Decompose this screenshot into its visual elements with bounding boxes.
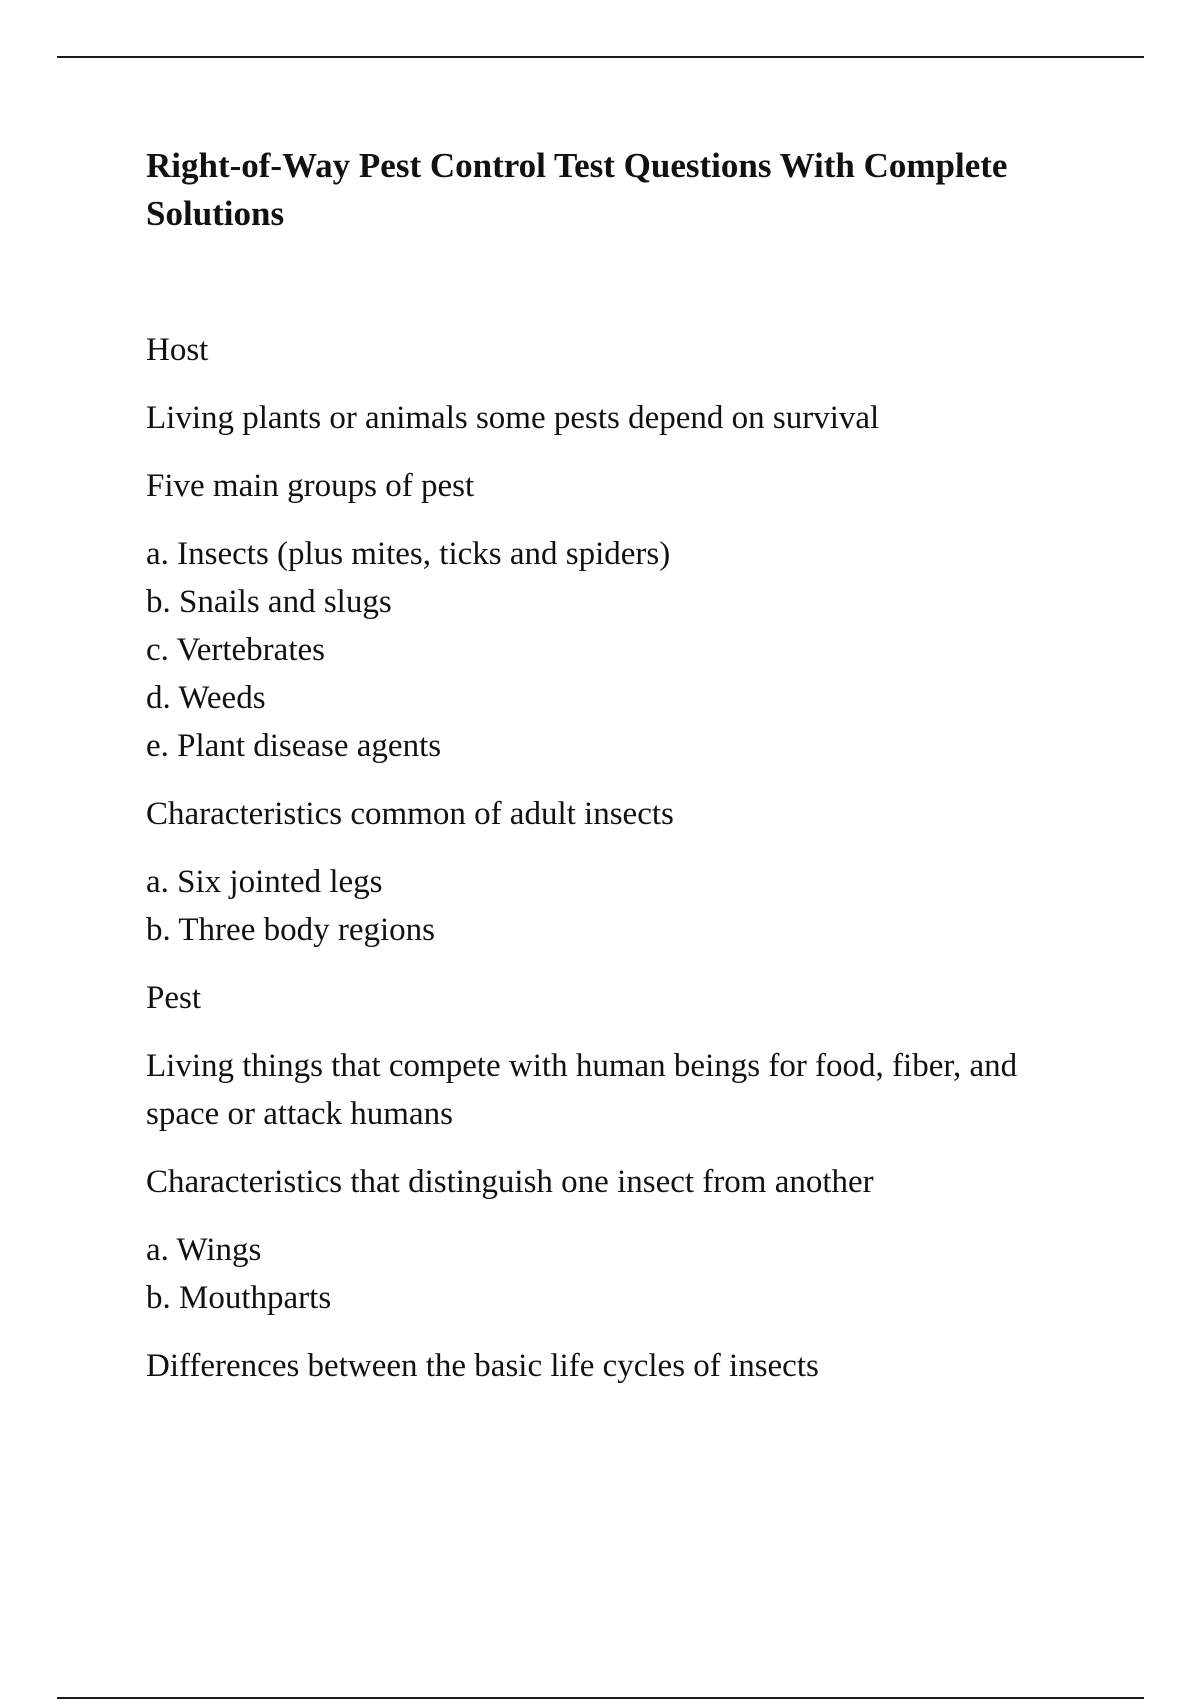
- list-item: b. Mouthparts: [146, 1280, 332, 1316]
- answer-pest: Living things that compete with human beings for food, fiber, and space or attack humans: [146, 1048, 1018, 1132]
- question-pest: Pest: [146, 980, 202, 1016]
- answer-distinguish-insects-list: [146, 1226, 1086, 1322]
- question-life-cycles: Differences between the basic life cycles of insects: [146, 1348, 819, 1384]
- question-pest-groups: Five main groups of pest: [146, 468, 475, 504]
- question-host: Host: [146, 332, 209, 368]
- answer-adult-insects-list: [146, 858, 1086, 954]
- bottom-rule: [57, 1697, 1144, 1699]
- document-title: Right-of-Way Pest Control Test Questions With Complete Solutions: [146, 146, 1008, 233]
- list-item: c. Vertebrates: [146, 632, 325, 668]
- list-item: a. Wings: [146, 1232, 262, 1268]
- document-body: [146, 142, 1086, 1410]
- list-item: a. Insects (plus mites, ticks and spiders): [146, 536, 671, 572]
- list-item: d. Weeds: [146, 680, 266, 716]
- question-adult-insects: Characteristics common of adult insects: [146, 796, 674, 832]
- question-distinguish-insects: Characteristics that distinguish one insect from another: [146, 1164, 874, 1200]
- answer-pest-groups-list: [146, 530, 1086, 770]
- list-item: b. Three body regions: [146, 912, 435, 948]
- answer-host: Living plants or animals some pests depend on survival: [146, 400, 880, 436]
- list-item: b. Snails and slugs: [146, 584, 392, 620]
- qa-section: [146, 326, 1086, 1390]
- top-rule: [57, 56, 1144, 58]
- list-item: e. Plant disease agents: [146, 728, 442, 764]
- list-item: a. Six jointed legs: [146, 864, 383, 900]
